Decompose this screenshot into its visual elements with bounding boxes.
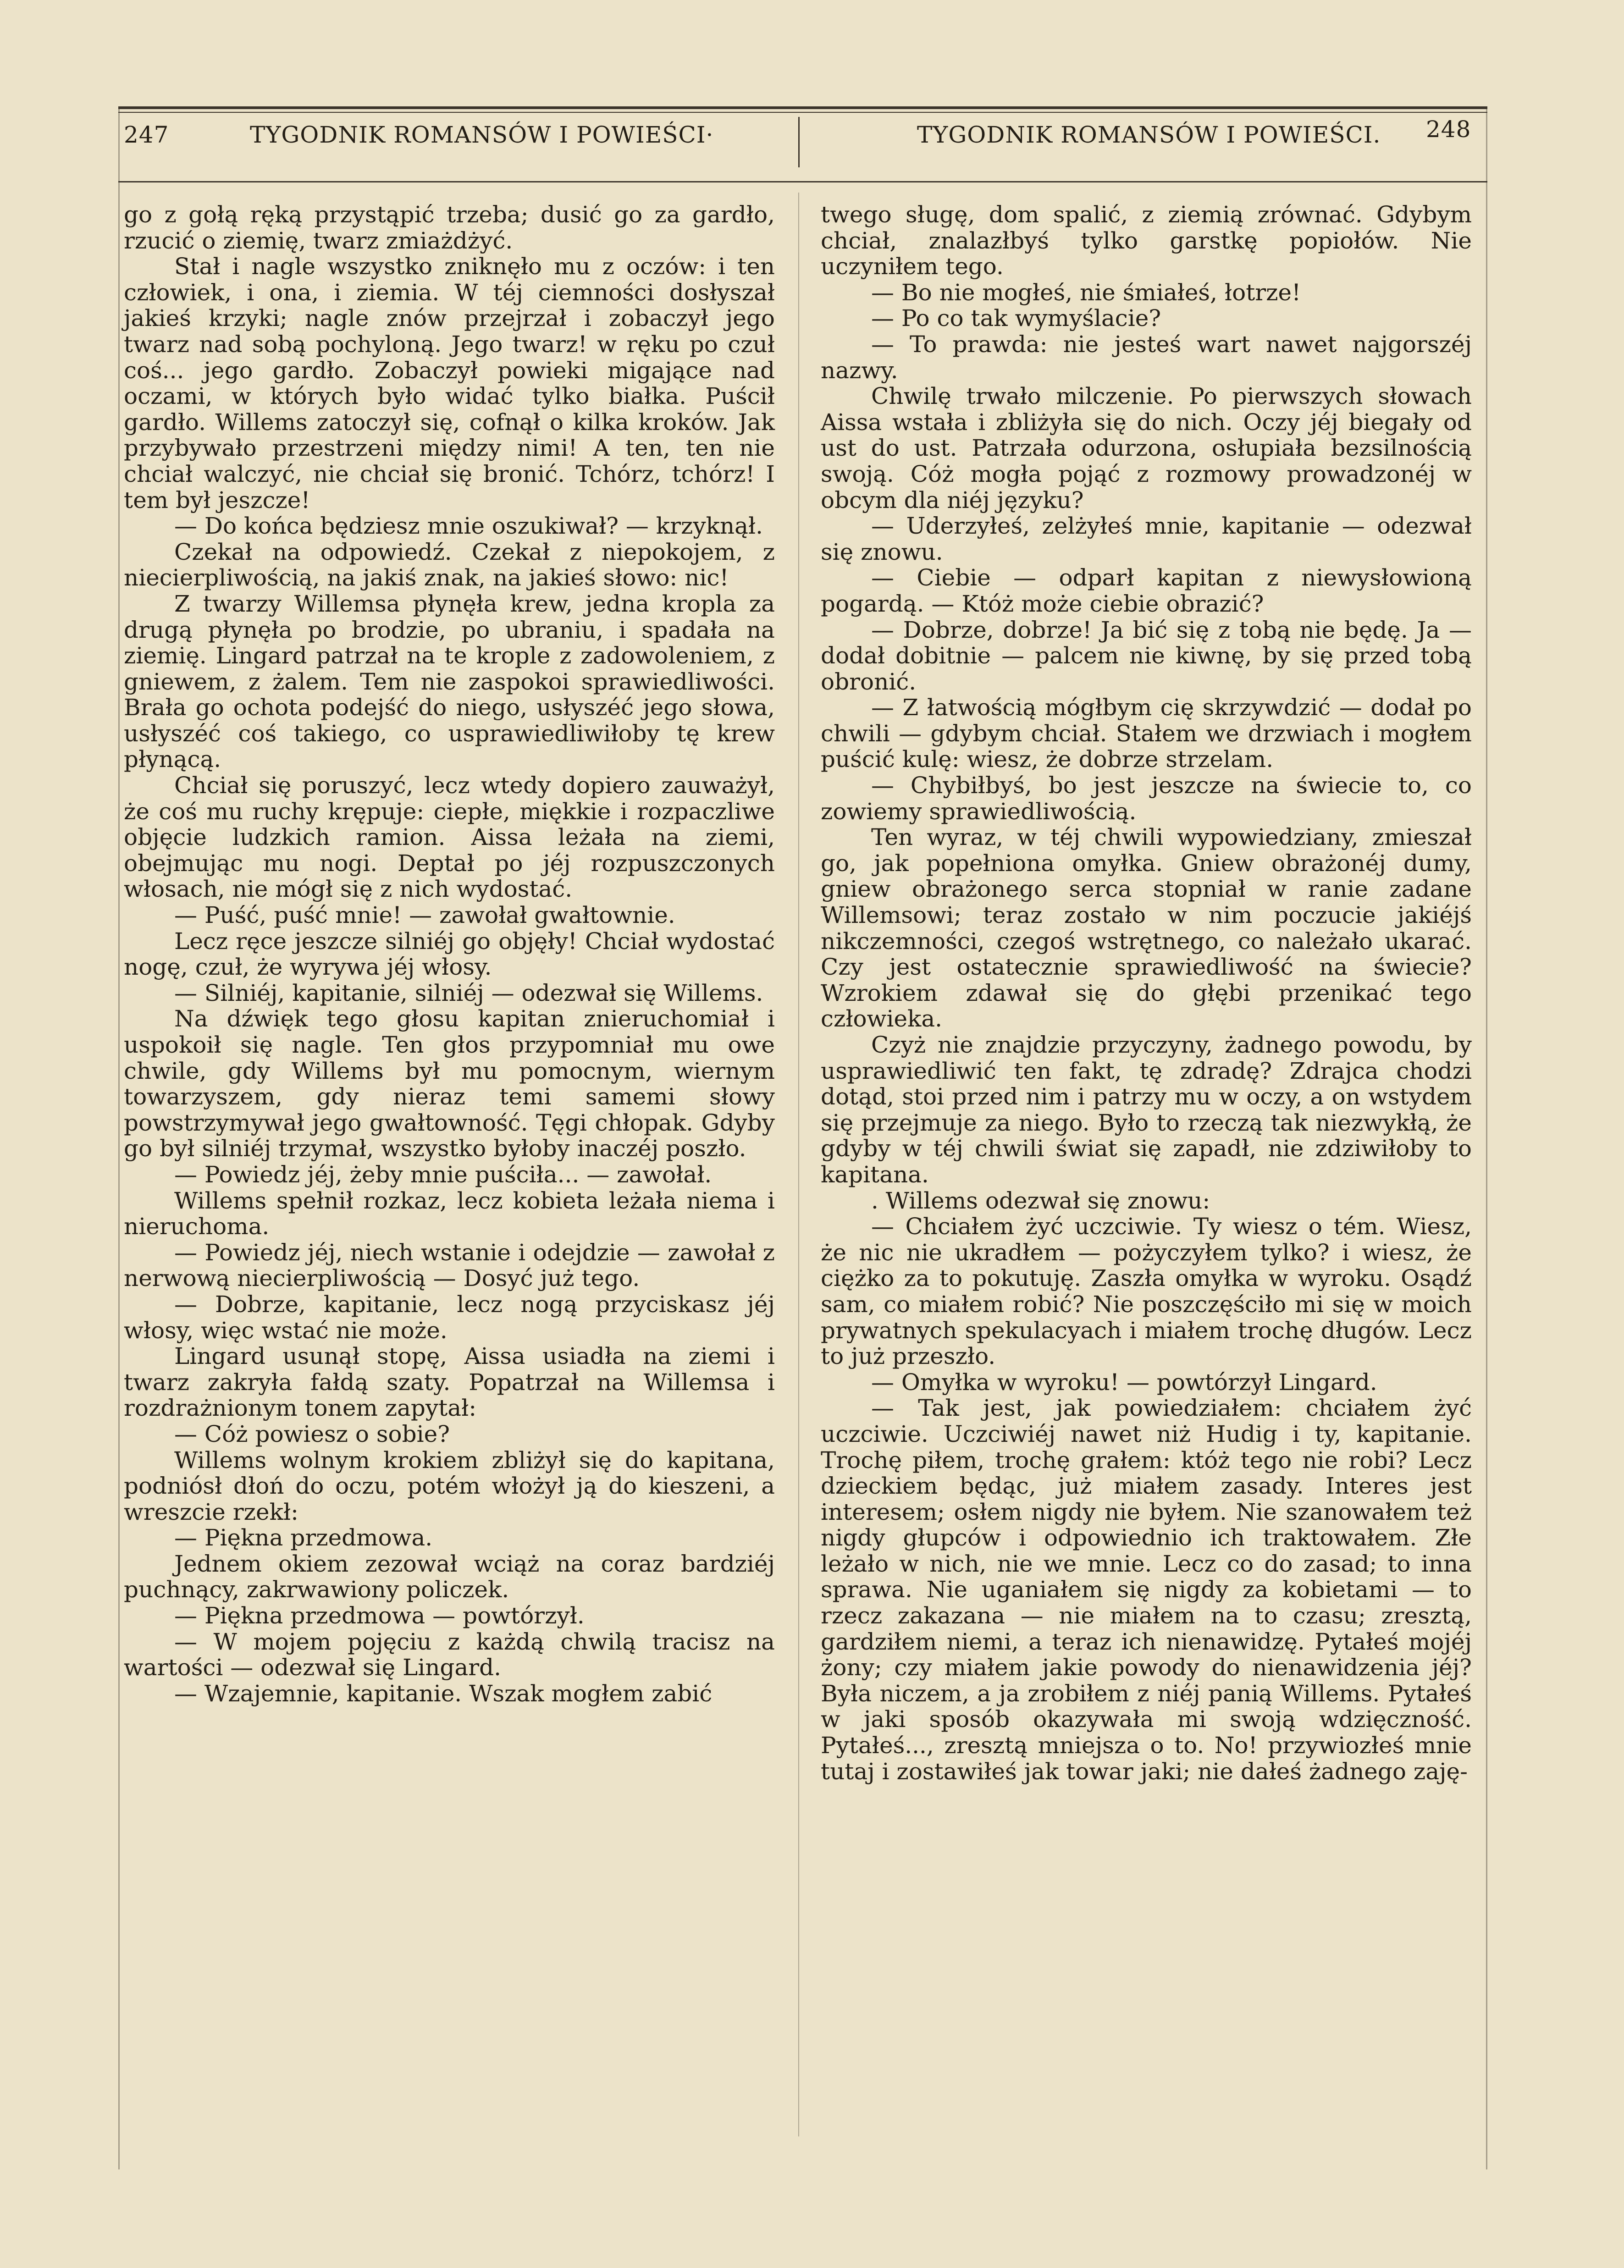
paragraph: Willems spełnił rozkaz, lecz kobieta leżała niema i nieruchoma.: [124, 1187, 775, 1240]
left-page-number: 247: [124, 121, 169, 148]
paragraph: — Silniéj, kapitanie, silniéj — odezwał się Willems.: [174, 979, 763, 1006]
paragraph: — Z łatwością mógłbym cię skrzywdzić — dodał po chwili — gdybym chciał. Stałem we drzwiach i mogłem puścić kulę: wiesz, że dobrze strzelam.: [821, 694, 1472, 773]
header-rule: [118, 181, 1487, 182]
paragraph: — To prawda: nie jesteś wart nawet najgorszéj nazwy.: [821, 331, 1472, 384]
paragraph: Willems wolnym krokiem zbliżył się do kapitana, podniósł dłoń do oczu, potém włożył ją do kieszeni, a wreszcie rzekł:: [124, 1446, 775, 1525]
paragraph: — Tak jest, jak powiedziałem: chciałem żyć uczciwie. Uczciwiéj nawet niż Hudig i ty, kapitanie. Trochę piłem, trochę grałem: któż tego nie robi? Lecz dzieckiem będąc, już miałem zasady. Interes jest interesem; osłem nigdy nie byłem. Nie szanowałem też nigdy głupców i odpowiednio ich traktowałem. Złe leżało w nich, nie we mnie. Lecz co do zasad; to inna sprawa. Nie uganiałem się nigdy za kobietami — to rzecz zakazana — nie miałem na to czasu; zresztą, gardziłem niemi, a teraz ich nienawidzę. Pytałeś mojéj żony; czy miałem jakie powody do nienawidzenia jéj? Była niczem, a ja zrobiłem z niéj panią Willems. Pytałeś w jaki sposób okazywała mi swoją wdzięczność. Pytałeś..., zresztą mniejsza o to. No! przywiozłeś mnie tutaj i zostawiłeś jak towar jaki; nie dałeś żadnego zaję-: [821, 1395, 1472, 1785]
paragraph: — Puść, puść mnie! — zawołał gwałtownie.: [174, 902, 675, 929]
paragraph: twego sługę, dom spalić, z ziemią zrównać. Gdybym chciał, znalazłbyś tylko garstkę popiołów. Nie uczyniłem tego.: [821, 201, 1472, 280]
paragraph: Z twarzy Willemsa płynęła krew, jedna kropla za drugą płynęła po brodzie, po ubraniu, i spadała na ziemię. Lingard patrzał na te krople z zadowoleniem, z gniewem, z żalem. Tem nie zaspokoi sprawiedliwości. Brała go ochota podejść do niego, usłyszéć jego słowa, usłyszéć coś takiego, co usprawiedliwiłoby tę krew płynącą.: [124, 590, 775, 773]
paragraph: — Powiedz jéj, żeby mnie puściła... — zawołał.: [174, 1161, 712, 1188]
paragraph: Chciał się poruszyć, lecz wtedy dopiero zauważył, że coś mu ruchy krępuje: ciepłe, miękkie i rozpaczliwe objęcie ludzkich ramion. Aissa leżała na ziemi, obejmując mu nogi. Deptał po jéj rozpuszczonych włosach, nie mógł się z nich wydostać.: [124, 772, 775, 903]
paragraph: — Do końca będziesz mnie oszukiwał? — krzyknął.: [174, 513, 763, 540]
column-divider: [798, 193, 799, 2136]
paragraph: Lingard usunął stopę, Aissa usiadła na ziemi i twarz zakryła fałdą szaty. Popatrzał na Willemsa i rozdrażnionym tonem zapytał:: [124, 1343, 775, 1422]
right-column: [821, 202, 1472, 1784]
top-border-rule: [118, 106, 1487, 109]
left-border-rule: [118, 106, 120, 2169]
top-border-rule-thin: [118, 112, 1487, 113]
paragraph: — Omyłka w wyroku! — powtórzył Lingard.: [871, 1369, 1377, 1396]
paragraph: Czekał na odpowiedź. Czekał z niepokojem, z niecierpliwością, na jakiś znak, na jakieś słowo: nic!: [124, 538, 775, 591]
paragraph: — Cóż powiesz o sobie?: [174, 1420, 450, 1447]
paragraph: Chwilę trwało milczenie. Po pierwszych słowach Aissa wstała i zbliżyła się do nich. Oczy jéj biegały od ust do ust. Patrzała odurzona, osłupiała bezsilnością swoją. Cóż mogła pojąć z rozmowy prowadzonéj w obcym dla niéj języku?: [821, 383, 1472, 513]
paragraph: Czyż nie znajdzie przyczyny, żadnego powodu, by usprawiedliwić ten fakt, tę zdradę? Zdrajca chodzi dotąd, stoi przed nim i patrzy mu w oczy, a on wstydem się przejmuje za niego. Było to rzeczą tak niezwykłą, że gdyby w téj chwili świat się zapadł, nie zdziwiłoby to kapitana.: [821, 1032, 1472, 1188]
paragraph: — Ciebie — odparł kapitan z niewysłowioną pogardą. — Któż może ciebie obrazić?: [821, 564, 1472, 617]
paragraph: — Piękna przedmowa.: [174, 1524, 433, 1551]
paragraph: Na dźwięk tego głosu kapitan znieruchomiał i uspokoił się nagle. Ten głos przypomniał mu owe chwile, gdy Willems był mu pomocnym, wiernym towarzyszem, gdy nieraz temi samemi słowy powstrzymywał jego gwałtowność. Tęgi chłopak. Gdyby go był silniéj trzymał, wszystko byłoby inaczéj poszło.: [124, 1005, 775, 1162]
paragraph: Ten wyraz, w téj chwili wypowiedziany, zmieszał go, jak popełniona omyłka. Gniew obrażonéj dumy, gniew obrażonego serca stopniał w ranie zadane Willemsowi; teraz zostało w nim poczucie jakiéjś nikczemności, czegoś wstrętnego, co należało ukarać. Czy jest ostatecznie sprawiedliwość na świecie? Wzrokiem zdawał się do głębi przenikać tego człowieka.: [821, 824, 1472, 1032]
paragraph: — Bo nie mogłeś, nie śmiałeś, łotrze!: [871, 279, 1301, 306]
paragraph: — Piękna przedmowa — powtórzył.: [174, 1602, 585, 1629]
paragraph: Lecz ręce jeszcze silniéj go objęły! Chciał wydostać nogę, czuł, że wyrywa jéj włosy.: [124, 927, 775, 981]
paragraph: — Chybiłbyś, bo jest jeszcze na świecie to, co zowiemy sprawiedliwością.: [821, 772, 1472, 825]
paragraph: . Willems odezwał się znowu:: [871, 1187, 1210, 1214]
paragraph: — Dobrze, dobrze! Ja bić się z tobą nie będę. Ja — dodał dobitnie — palcem nie kiwnę, by się przed tobą obronić.: [821, 616, 1472, 695]
paragraph: — Powiedz jéj, niech wstanie i odejdzie — zawołał z nerwową niecierpliwością — Dosyć już tego.: [124, 1239, 775, 1292]
right-header-title: TYGODNIK ROMANSÓW I POWIEŚCI.: [917, 121, 1381, 148]
paragraph: — W mojem pojęciu z każdą chwilą tracisz na wartości — odezwał się Lingard.: [124, 1628, 775, 1681]
paragraph: — Dobrze, kapitanie, lecz nogą przyciskasz jéj włosy, więc wstać nie może.: [124, 1291, 775, 1344]
right-border-rule: [1486, 106, 1487, 2169]
paragraph: Jednem okiem zezował wciąż na coraz bardziéj puchnący, zakrwawiony policzek.: [124, 1550, 775, 1603]
paragraph: — Po co tak wymyślacie?: [871, 305, 1161, 332]
left-column: [124, 202, 775, 1706]
paragraph: — Wzajemnie, kapitanie. Wszak mogłem zabić: [174, 1680, 713, 1707]
right-page-number: 248: [1426, 116, 1471, 143]
paragraph: Stał i nagle wszystko zniknęło mu z oczów: i ten człowiek, i ona, i ziemia. W téj ciemności dosłyszał jakieś krzyki; nagle znów przejrzał i zobaczył jego twarz nad sobą pochyloną. Jego twarz! w ręku po czuł coś... jego gardło. Zobaczył powieki migające nad oczami, w których było widać tylko białka. Puścił gardło. Willems zatoczył się, cofnął o kilka kroków. Jak przybywało przestrzeni między nimi! A ten, ten nie chciał walczyć, nie chciał się bronić. Tchórz, tchórz! I tem był jeszcze!: [124, 253, 775, 513]
paragraph: go z gołą ręką przystąpić trzeba; dusić go za gardło, rzucić o ziemię, twarz zmiażdżyć.: [124, 201, 775, 254]
left-header-title: TYGODNIK ROMANSÓW I POWIEŚCI·: [250, 121, 714, 148]
paragraph: — Uderzyłeś, zelżyłeś mnie, kapitanie — odezwał się znowu.: [821, 513, 1472, 565]
page-header: [124, 116, 1481, 163]
paragraph: — Chciałem żyć uczciwie. Ty wiesz o tém. Wiesz, że nic nie ukradłem — pożyczyłem tylko? i wiesz, że ciężko za to pokutuję. Zaszła omyłka w wyroku. Osądź sam, co miałem robić? Nie poszczęściło mi się w moich prywatnych spekulacyach i miałem trochę długów. Lecz to już przeszło.: [821, 1213, 1472, 1370]
header-divider: [798, 117, 800, 167]
